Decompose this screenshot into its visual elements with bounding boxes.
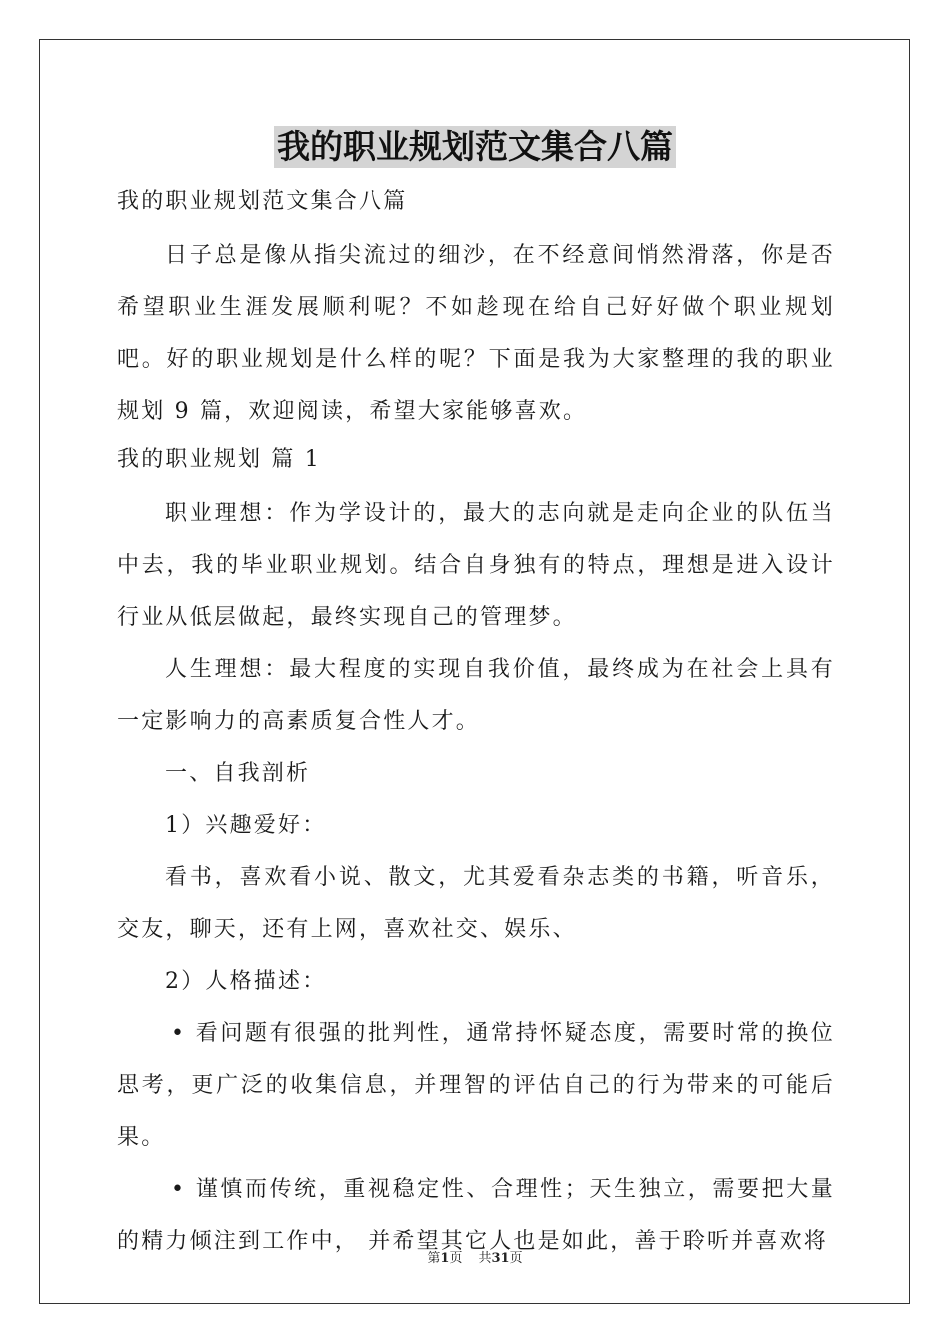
self-analysis-heading: 一、自我剖析 bbox=[165, 761, 311, 786]
footer-total-pages: 31 bbox=[491, 1251, 510, 1266]
life-ideal-paragraph: 人生理想：最大程度的实现自我价值，最终成为在社会上具有一定影响力的高素质复合性人才。 bbox=[117, 657, 835, 734]
document-subtitle: 我的职业规划范文集合八篇 bbox=[117, 189, 408, 214]
document-body bbox=[117, 180, 835, 1268]
bullet-item: • 谨慎而传统，重视稳定性、合理性；天生独立，需要把大量的精力倾注到工作中， 并希望其它人也是如此，善于聆听并喜欢将 bbox=[117, 1177, 835, 1254]
page-footer bbox=[0, 1247, 950, 1266]
footer-page-prefix: 第 bbox=[427, 1251, 441, 1266]
career-ideal-paragraph: 职业理想：作为学设计的，最大的志向就是走向企业的队伍当中去，我的毕业职业规划。结合自身独有的特点，理想是进入设计行业从低层做起，最终实现自己的管理梦。 bbox=[117, 501, 835, 630]
footer-page-number: 1 bbox=[440, 1251, 450, 1266]
section-heading: 我的职业规划 篇 1 bbox=[117, 447, 321, 472]
bullet-item: • 看问题有很强的批判性，通常持怀疑态度，需要时常的换位思考，更广泛的收集信息，并理智的评估自己的行为带来的可能后果。 bbox=[117, 1021, 835, 1150]
footer-page-suffix: 页 bbox=[449, 1251, 463, 1266]
footer-total-suffix: 页 bbox=[509, 1251, 523, 1266]
intro-paragraph: 日子总是像从指尖流过的细沙，在不经意间悄然滑落，你是否希望职业生涯发展顺利呢？不如趁现在给自己好好做个职业规划吧。好的职业规划是什么样的呢？下面是我为大家整理的我的职业规划 9 篇，欢迎阅读，希望大家能够喜欢。 bbox=[117, 243, 835, 424]
document-title: 我的职业规划范文集合八篇 bbox=[274, 126, 676, 168]
interests-paragraph: 看书，喜欢看小说、散文，尤其爱看杂志类的书籍，听音乐，交友，聊天，还有上网，喜欢社交、娱乐、 bbox=[117, 865, 835, 942]
title-container bbox=[0, 126, 950, 168]
personality-heading: 2）人格描述： bbox=[165, 969, 327, 994]
footer-total-prefix: 共 bbox=[478, 1251, 492, 1266]
interests-heading: 1）兴趣爱好： bbox=[165, 813, 327, 838]
